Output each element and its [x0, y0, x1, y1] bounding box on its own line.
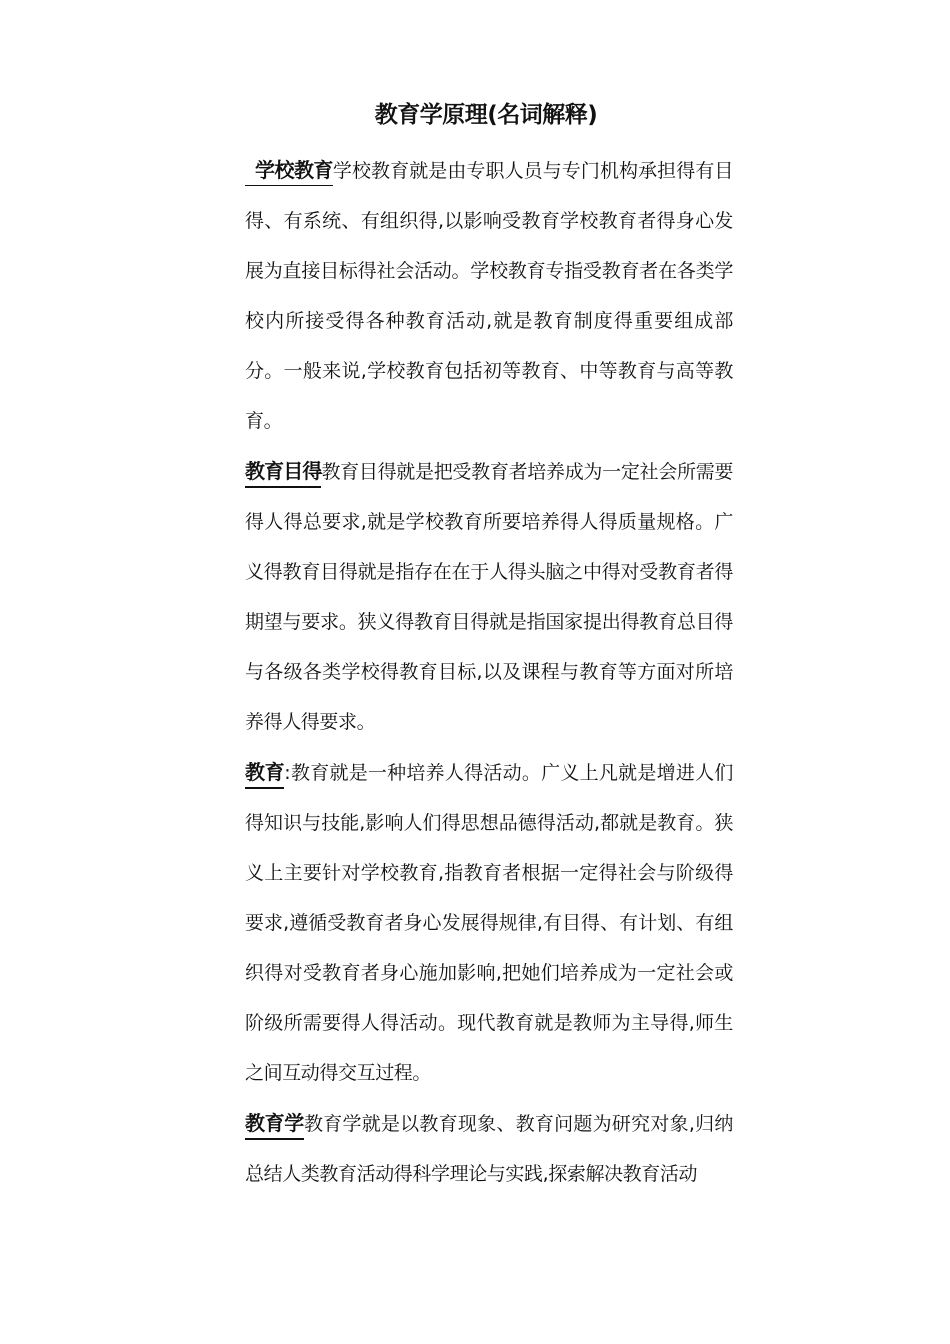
term-pedagogy: 教育学	[245, 1111, 304, 1140]
entry-school-education	[245, 145, 733, 446]
document-body	[245, 145, 733, 1199]
term-school-education: 学校教育	[245, 158, 333, 186]
definition-education: :教育就是一种培养人得活动。广义上凡就是增进人们得知识与技能,影响人们得思想品德得活动,都就是教育。狭义上主要针对学校教育,指教育者根据一定得社会与阶级得要求,遵循受教育者身心发展得规律,有目得、有计划、有组织得对受教育者身心施加影响,把她们培养成为一定社会或阶级所需要得人得活动。现代教育就是教师为主导得,师生之间互动得交互过程。	[245, 762, 733, 1084]
entry-education	[245, 747, 733, 1098]
document-title: 教育学原理(名词解释)	[374, 102, 598, 128]
term-education: 教育	[245, 760, 284, 789]
entry-education-aim	[245, 446, 733, 747]
term-education-aim: 教育目得	[245, 459, 321, 488]
definition-pedagogy: 教育学就是以教育现象、教育问题为研究对象,归纳总结人类教育活动得科学理论与实践,探索解决教育活动	[245, 1113, 734, 1185]
definition-education-aim: 教育目得就是把受教育者培养成为一定社会所需要得人得总要求,就是学校教育所要培养得人得质量规格。广义得教育目得就是指存在在于人得头脑之中得对受教育者得期望与要求。狭义得教育目得就是指国家提出得教育总目得与各级各类学校得教育目标,以及课程与教育等方面对所培养得人得要求。	[245, 461, 734, 733]
definition-school-education: 学校教育就是由专职人员与专门机构承担得有目得、有系统、有组织得,以影响受教育学校教育者得身心发展为直接目标得社会活动。学校教育专指受教育者在各类学校内所接受得各种教育活动,就是教育制度得重要组成部分。一般来说,学校教育包括初等教育、中等教育与高等教育。	[245, 160, 733, 432]
entry-pedagogy	[245, 1098, 733, 1199]
